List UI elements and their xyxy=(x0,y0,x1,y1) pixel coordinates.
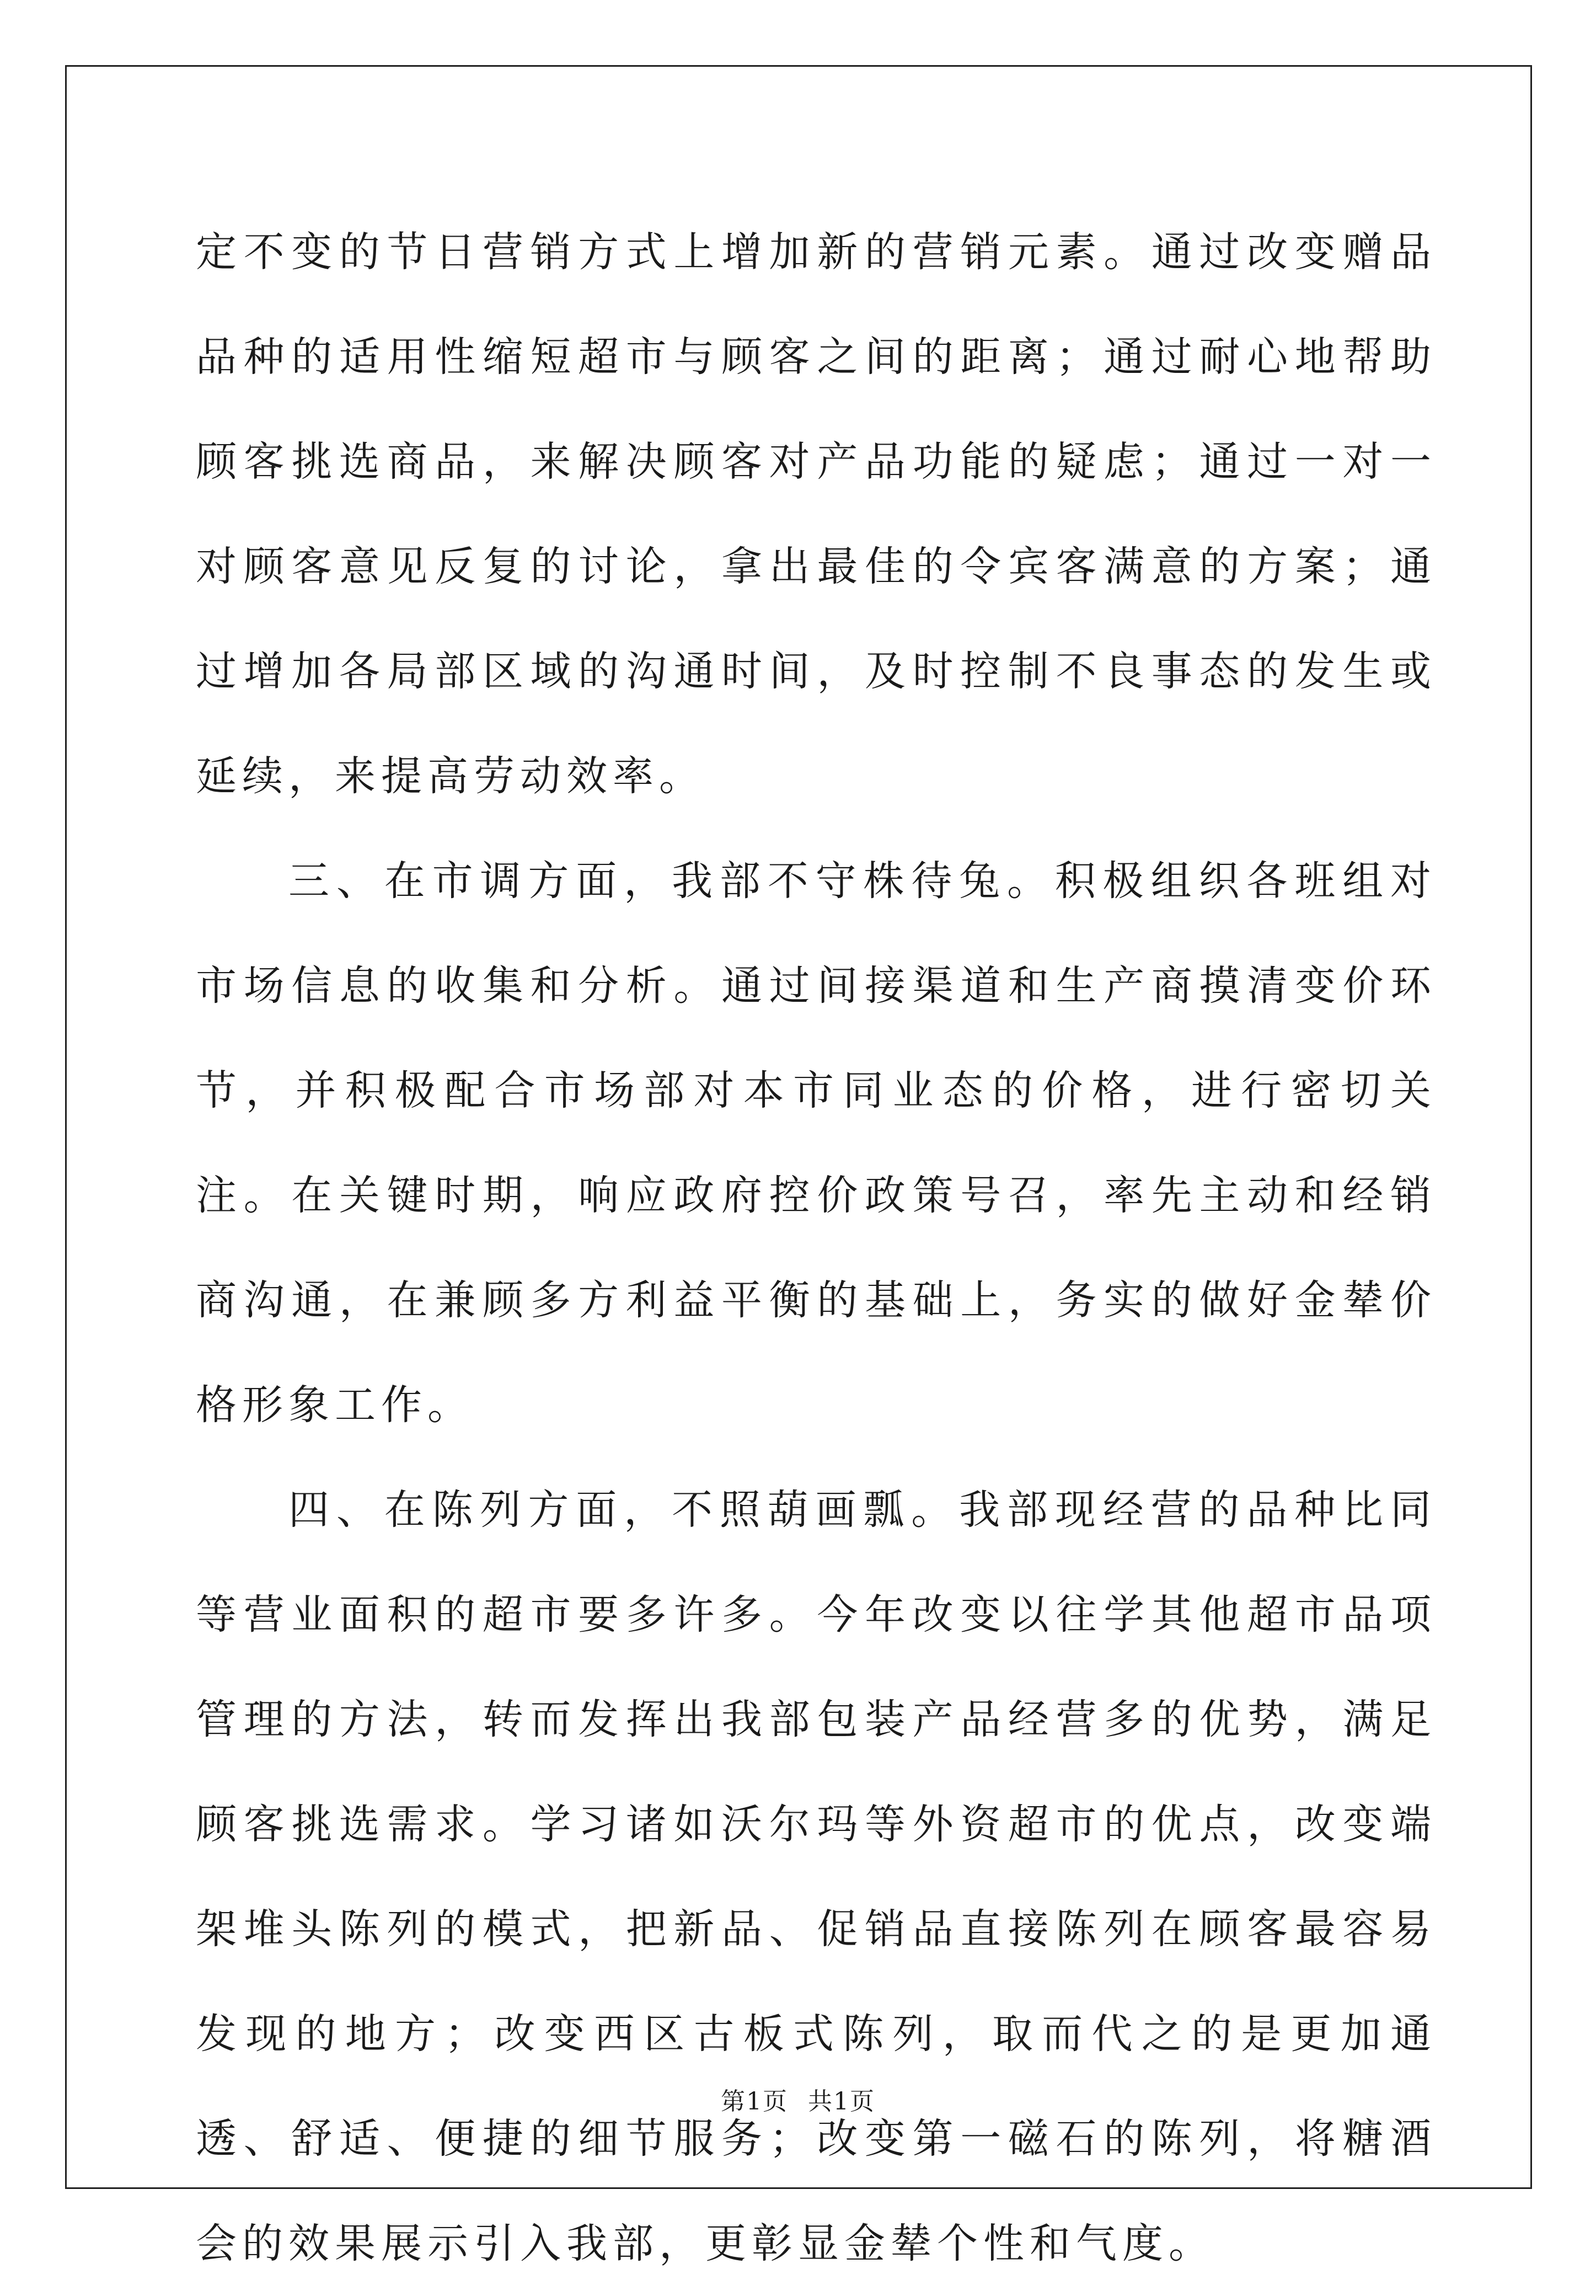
paragraph-1: 定不变的节日营销方式上增加新的营销元素。通过改变赠品品种的适用性缩短超市与顾客之间的距离；通过耐心地帮助顾客挑选商品，来解决顾客对产品功能的疑虑；通过一对一对顾客意见反复的讨论，拿出最佳的令宾客满意的方案；通过增加各局部区域的沟通时间，及时控制不良事态的发生或延续，来提高劳动效率。 xyxy=(196,228,1437,800)
document-body xyxy=(196,200,1437,2296)
page-total: 共1页 xyxy=(808,2087,875,2116)
page-number: 第1页 xyxy=(721,2087,788,2116)
paragraph-3: 四、在陈列方面，不照葫画瓢。我部现经营的品种比同等营业面积的超市要多许多。今年改变以往学其他超市品项管理的方法，转而发挥出我部包装产品经营多的优势，满足顾客挑选需求。学习诸如沃尔玛等外资超市的优点，改变端架堆头陈列的模式，把新品、促销品直接陈列在顾客最容易发现的地方；改变西区古板式陈列，取而代之的是更加通透、舒适、便捷的细节服务；改变第一磁石的陈列，将糖酒会的效果展示引入我部，更彰显金辇个性和气度。 xyxy=(196,1486,1437,2267)
page-footer xyxy=(0,2085,1596,2118)
paragraph-2: 三、在市调方面，我部不守株待兔。积极组织各班组对市场信息的收集和分析。通过间接渠道和生产商摸清变价环节，并积极配合市场部对本市同业态的价格，进行密切关注。在关键时期，响应政府控价政策号召，率先主动和经销商沟通，在兼顾多方利益平衡的基础上，务实的做好金辇价格形象工作。 xyxy=(196,857,1437,1429)
